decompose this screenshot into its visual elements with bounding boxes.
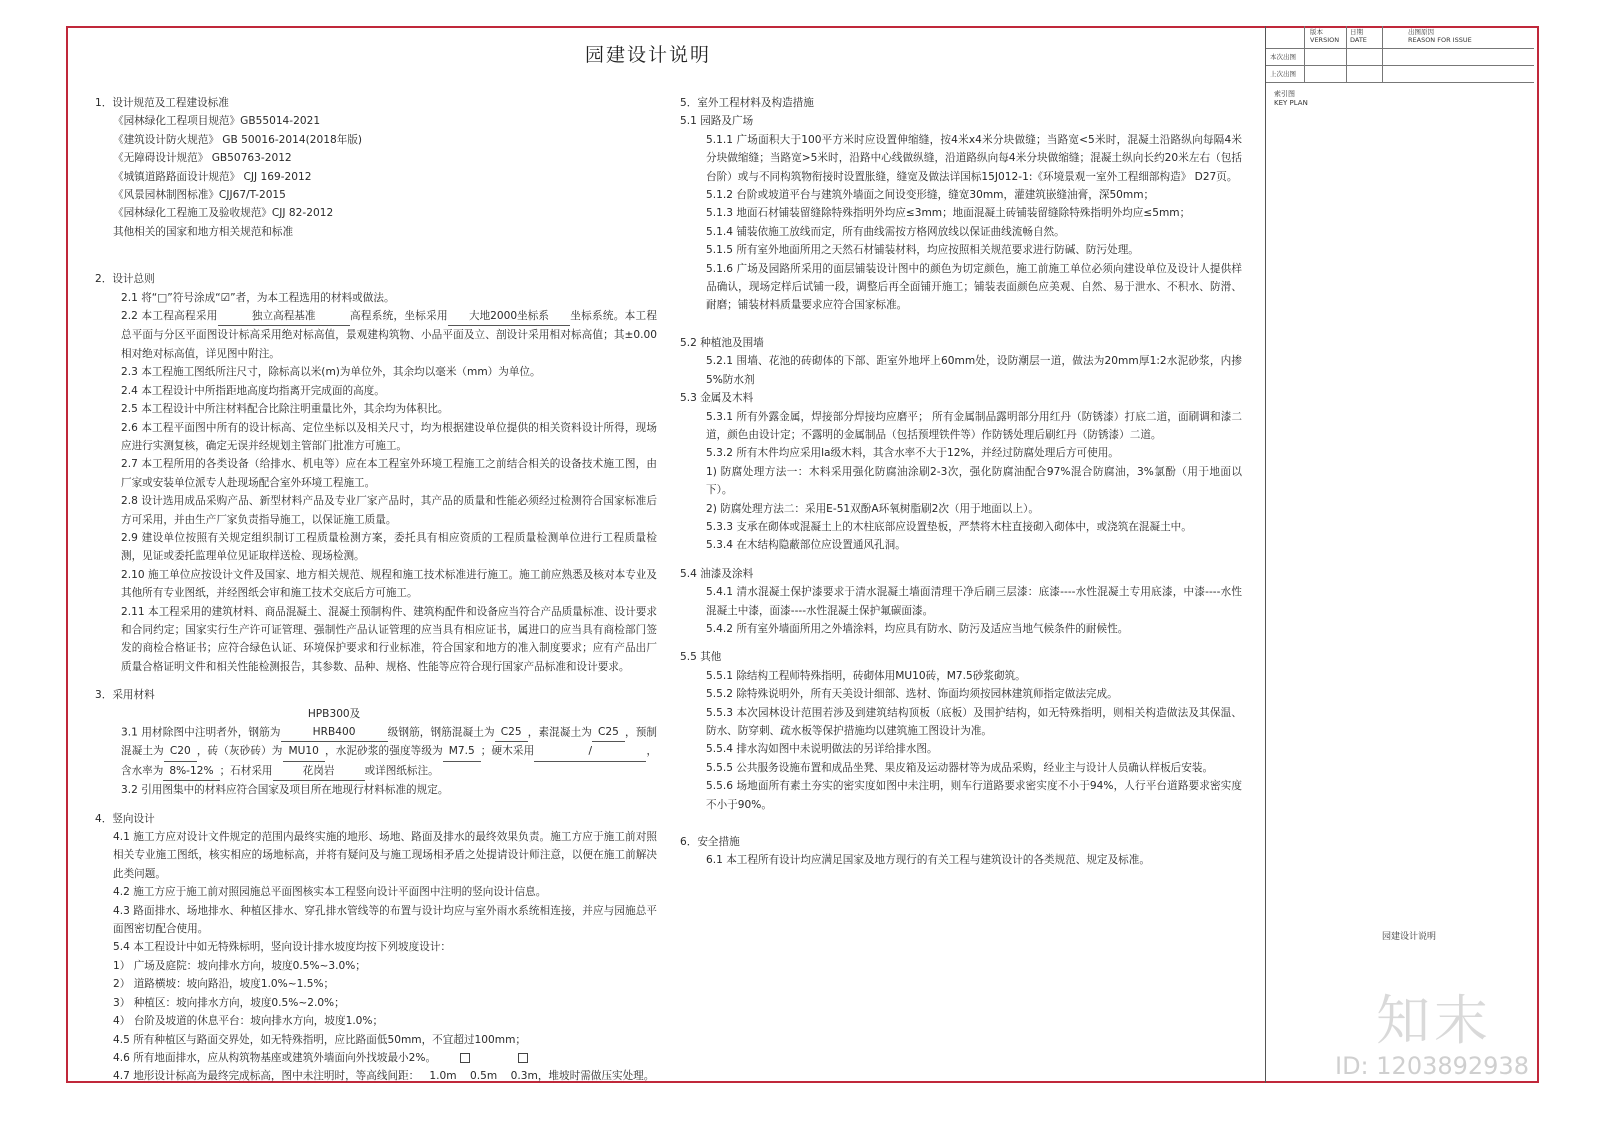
- key-plan-label: 索引图 KEY PLAN: [1274, 90, 1308, 107]
- clause-2-1: 2.1 将“□”符号涂成“☑”者，为本工程选用的材料或做法。: [121, 291, 395, 304]
- clause-5-1-6: 5.1.6 广场及园路所采用的面层铺装设计图中的颜色为切定颜色，施工前施工单位必须向建设单位及设计人提供样品确认，现场定样后试铺一段，调整后再全面铺开施工；铺装表面颜色应美观、自然、易于泄水、不积水、防滑、耐磨；铺装材料质量要求应符合国家标准。: [706, 262, 1242, 312]
- subsection-5-1-heading: 5.1 园路及广场: [680, 115, 754, 128]
- standard-item: 其他相关的国家和地方相关规范和标准: [113, 225, 294, 238]
- section-1-heading: 1．设计规范及工程建设标准: [95, 97, 229, 109]
- clause-5-1-5: 5.1.5 所有室外地面所用之天然石材铺装材料，均应按照相关规范要求进行防碱、防污处理。: [706, 244, 1139, 257]
- standard-item: 《园林绿化工程施工及验收规范》CJJ 82-2012: [113, 207, 334, 220]
- section-2-heading: 2．设计总则: [95, 273, 155, 286]
- checkbox-icon: [460, 1053, 470, 1063]
- section-5-heading: 5．室外工程材料及构造措施: [680, 97, 814, 109]
- sheet-name: 园建设计说明: [1382, 932, 1437, 942]
- clause-2-7: 2.7 本工程所用的各类设备（给排水、机电等）应在本工程室外环境工程施工之前结合相关的设备技术施工图，由厂家或安装单位派专人赴现场配合室外环境工程施工。: [121, 458, 657, 489]
- standard-item: 《风景园林制图标准》CJJ67/T-2015: [113, 189, 286, 202]
- clause-2-8: 2.8 设计选用成品采购产品、新型材料产品及专业厂家产品时，其产品的质量和性能必须经过检测符合国家标准后方可采用，并由生产厂家负责指导施工，以保证施工质量。: [121, 495, 657, 526]
- checkbox-icon: [518, 1053, 528, 1063]
- clause-4-4: 5.4 本工程设计中如无特殊标明，竖向设计排水坡度均按下列坡度设计：: [113, 941, 452, 954]
- subsection-5-5-heading: 5.5 其他: [680, 651, 722, 664]
- clause-5-1-3: 5.1.3 地面石材铺装留缝除特殊指明外均应≤3mm；地面混凝土砖铺装留缝除特殊指明外均应≤5mm；: [706, 207, 1191, 220]
- clause-5-5-1: 5.5.1 除结构工程师特殊指明，砖砌体用MU10砖，M7.5砂浆砌筑。: [706, 669, 1026, 682]
- clause-5-1-1: 5.1.1 广场面积大于100平方米时应设置伸缩缝，按4米x4米分块做缝；当路宽<5米时，混凝土沿路纵向每隔4米分块做缩缝；当路宽>5米时，沿路中心线做纵缝，沿道路纵向每4米分块做缩缝；混凝土纵向长约20米左右（包括台阶）或与不同构筑物衔接时设置胀缝，缝宽及做法详国标15J012-1:《环境景观一室外工程细部构造》 D27页。: [706, 133, 1242, 183]
- clause-2-4: 2.4 本工程设计中所指距地高度均指离开完成面的高度。: [121, 384, 385, 397]
- current-issue-row: [1266, 49, 1534, 66]
- version-label: 版本: [1310, 28, 1323, 36]
- current-issue-label: 本次出图: [1270, 53, 1296, 61]
- date-label: 日期: [1350, 28, 1363, 36]
- slope-item: 1） 广场及庭院：坡向排水方向，坡度0.5%~3.0%；: [113, 959, 366, 972]
- clause-4-5: 4.5 所有种植区与路面交界处，如无特殊指明，应比路面低50mm，不宜超过100mm；: [113, 1033, 527, 1046]
- subsection-5-4-heading: 5.4 油漆及涂料: [680, 567, 754, 580]
- reason-label-en: REASON FOR ISSUE: [1408, 36, 1472, 44]
- revision-header-row: [1266, 26, 1534, 49]
- version-label-en: VERSION: [1310, 36, 1340, 44]
- clause-5-1-2: 5.1.2 台阶或坡道平台与建筑外墙面之间设变形缝，缝宽30mm，灌建筑嵌缝油膏，深50mm；: [706, 189, 1155, 202]
- clause-4-1: 4.1 施工方应对设计文件规定的范围内最终实施的地形、场地、路面及排水的最终效果负责。施工方应于施工前对照相关专业施工图纸，核实相应的场地标高，并将有疑问及与施工现场相矛盾之处提请设计师注意，以便在施工前解决此类问题。: [113, 831, 657, 880]
- clause-5-3-1: 5.3.1 所有外露金属，焊接部分焊接均应磨平； 所有金属制品露明部分用红丹（防锈漆）打底二道，面刷调和漆二道，颜色由设计定；不露明的金属制品（包括预埋铁件等）作防锈处理后刷红丹（防锈漆）二道。: [706, 410, 1242, 441]
- clause-4-7: 4.7 地形设计标高为最终完成标高，图中未注明时，等高线间距： 1.0m 0.5m 0.3m，堆坡时需做压实处理。: [113, 1070, 655, 1083]
- standard-item: 《无障碍设计规范》 GB50763-2012: [113, 152, 292, 165]
- left-column: [95, 94, 657, 1086]
- treatment-item: 2) 防腐处理方法二：采用E-51双酚A环氧树脂刷2次（用于地面以上）。: [706, 502, 1039, 515]
- clause-4-6: 4.6 所有地面排水，应从构筑物基座或建筑外墙面向外找坡最小2%。: [95, 1049, 657, 1067]
- clause-5-5-3: 5.5.3 本次园林设计范围若涉及到建筑结构顶板（底板）及围护结构，如无特殊指明，则相关构造做法及其保温、防水、防穿刺、疏水板等保护措施均以建筑施工图设计为准。: [706, 706, 1242, 737]
- slope-item: 2） 道路横坡：坡向路沿，坡度1.0%~1.5%；: [113, 978, 335, 991]
- section-3-heading: 3．采用材料: [95, 689, 155, 702]
- treatment-item: 1) 防腐处理方法一：木料采用强化防腐油涂刷2-3次，强化防腐油配合97%混合防腐油，3%氯酚（用于地面以下）。: [706, 465, 1242, 497]
- title-block: [1265, 26, 1539, 1083]
- clause-5-5-2: 5.5.2 除特殊说明外，所有天美设计细部、选材、饰面均须按园林建筑师指定做法完成。: [706, 688, 1118, 701]
- clause-4-2: 4.2 施工方应于施工前对照园施总平面图核实本工程竖向设计平面图中注明的竖向设计信息。: [113, 886, 547, 899]
- section-6-heading: 6．安全措施: [680, 836, 740, 849]
- clause-2-5: 2.5 本工程设计中所注材料配合比除注明重量比外，其余均为体积比。: [121, 403, 449, 416]
- subsection-5-2-heading: 5.2 种植池及围墙: [680, 336, 764, 349]
- reason-label: 出图原因: [1408, 28, 1434, 36]
- clause-5-3-2: 5.3.2 所有木件均应采用la级木料，其含水率不大于12%，并经过防腐处理后方可使用。: [706, 447, 1119, 460]
- watermark-logo: 知末: [1376, 989, 1492, 1052]
- clause-5-2-1: 5.2.1 围墙、花池的砖砌体的下部、距室外地坪上60mm处，设防潮层一道，做法为20mm厚1:2水泥砂浆，内掺5%防水剂: [706, 355, 1242, 386]
- clause-2-11: 2.11 本工程采用的建筑材料、商品混凝土、混凝土预制构件、建筑构配件和设备应当符合产品质量标准、设计要求和合同约定；国家实行生产许可证管理、强制性产品认证管理的应当具有相应证书，属进口的应当具有商检部门签发的商检合格证书；应符合绿色认证、环境保护要求和行业标准，符合国家和地方的准入制度要求；应有产品出厂质量合格证明文件和相关性能检测报告，其参数、品种、规格、性能等应符合现行国家产品标准和设计要求。: [121, 605, 657, 673]
- standard-item: 《城镇道路路面设计规范》 CJJ 169-2012: [113, 170, 312, 183]
- clause-3-2: 3.2 引用图集中的材料应符合国家及项目所在地现行材料标准的规定。: [121, 784, 449, 797]
- clause-2-3: 2.3 本工程施工图纸所注尺寸，除标高以米(m)为单位外，其余均以毫米（mm）为单位。: [121, 366, 541, 379]
- previous-issue-row: [1266, 66, 1534, 83]
- clause-2-9: 2.9 建设单位按照有关规定组织制订工程质量检测方案，委托具有相应资质的工程质量检测单位进行工程质量检测，见证或委托监理单位见证取样送检、现场检测。: [121, 531, 657, 563]
- date-label-en: DATE: [1350, 36, 1367, 44]
- clause-2-10: 2.10 施工单位应按设计文件及国家、地方相关规范、规程和施工技术标准进行施工。施工前应熟悉及核对本专业及其他所有专业图纸，并经图纸会审和施工技术交底后方可施工。: [121, 568, 657, 600]
- clause-5-3-3: 5.3.3 支承在砌体或混凝土上的木柱底部应设置垫板，严禁将木柱直接砌入砌体中，或浇筑在混凝土中。: [706, 520, 1192, 533]
- clause-5-5-6: 5.5.6 场地面所有素土夯实的密实度如图中未注明，则车行道路要求密实度不小于94%，人行平台道路要求密实度不小于90%。: [706, 780, 1242, 811]
- clause-4-3: 4.3 路面排水、场地排水、种植区排水、穿孔排水管线等的布置与设计均应与室外雨水系统相连接，并应与园施总平面图密切配合使用。: [113, 904, 657, 936]
- standard-item: 《建筑设计防火规范》 GB 50016-2014(2018年版): [113, 133, 363, 146]
- previous-issue-label: 上次出图: [1270, 70, 1296, 78]
- clause-3-1: 3.1 用材除图中注明者外，钢筋为HPB300及HRB400 级钢筋，钢筋混凝土为 C25 ，素混凝土为 C25 ，预制混凝土为 C20 ，砖（灰砂砖）为 MU10 ，水泥砂浆的强度等级为 M7.5 ；硬木采用 / ，含水率为 8%-12% ；石材采用 花岗岩 或详图纸标注。: [95, 705, 657, 782]
- slope-item: 4） 台阶及坡道的休息平台：坡向排水方向，坡度1.0%；: [113, 1015, 384, 1028]
- document-title: 园建设计说明: [585, 44, 712, 66]
- subsection-5-3-heading: 5.3 金属及木料: [680, 392, 754, 405]
- section-4-heading: 4．竖向设计: [95, 812, 155, 825]
- clause-2-2: 2.2 本工程高程采用 独立高程基准 高程系统，坐标采用 大地2000坐标系 坐标系统。本工程总平面与分区平面图设计标高采用绝对标高值，景观建构筑物、小品平面及立、剖设计采用相对标高值；其±0.00相对绝对标高值，详见图中附注。: [95, 307, 657, 363]
- clause-5-5-4: 5.5.4 排水沟如图中未说明做法的另详给排水图。: [706, 743, 938, 756]
- standard-item: 《园林绿化工程项目规范》GB55014-2021: [113, 115, 321, 128]
- clause-2-6: 2.6 本工程平面图中所有的设计标高、定位坐标以及相关尺寸，均为根据建设单位提供的相关资料设计所得，现场应进行实测复核，确定无误并经规划主管部门批准方可施工。: [121, 421, 657, 452]
- clause-5-4-1: 5.4.1 清水混凝土保护漆要求于清水混凝土墙面清理干净后刷三层漆：底漆----水性混凝土专用底漆，中漆----水性混凝土中漆，面漆----水性混凝土保护氟碳面漆。: [706, 586, 1242, 617]
- clause-5-5-5: 5.5.5 公共服务设施布置和成品坐凳、果皮箱及运动器材等为成品采购，经业主与设计人员确认样板后安装。: [706, 761, 1214, 774]
- clause-5-4-2: 5.4.2 所有室外墙面所用之外墙涂料，均应具有防水、防污及适应当地气候条件的耐候性。: [706, 622, 1129, 635]
- slope-item: 3） 种植区：坡向排水方向，坡度0.5%~2.0%；: [113, 996, 345, 1009]
- clause-5-3-4: 5.3.4 在木结构隐蔽部位应设置通风孔洞。: [706, 539, 906, 552]
- right-column: [680, 94, 1242, 870]
- watermark-id: ID: 1203892938: [1335, 1052, 1529, 1080]
- clause-6-1: 6.1 本工程所有设计均应满足国家及地方现行的有关工程与建筑设计的各类规范、规定及标准。: [706, 854, 1150, 867]
- clause-5-1-4: 5.1.4 铺装依施工放线而定，所有曲线需按方格网放线以保证曲线流畅自然。: [706, 225, 1065, 238]
